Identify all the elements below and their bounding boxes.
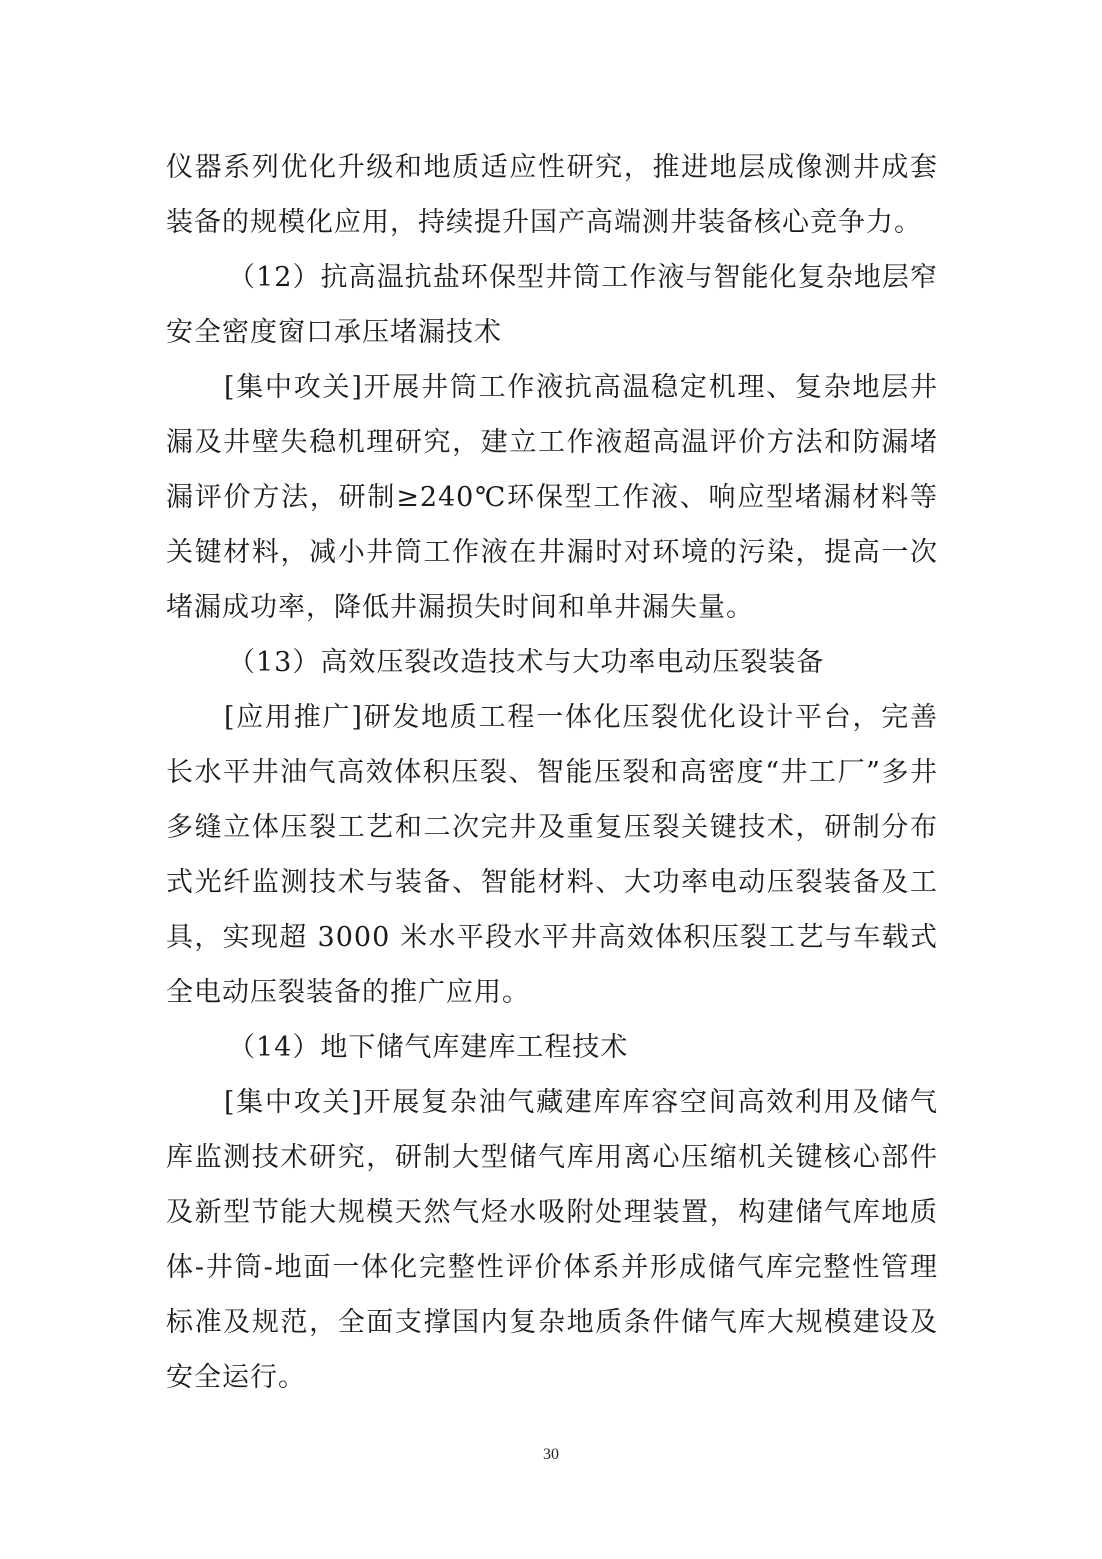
paragraph-13: [应用推广]研发地质工程一体化压裂优化设计平台，完善长水平井油气高效体积压裂、智能压裂和高密度“井工厂”多井多缝立体压裂工艺和二次完井及重复压裂关键技术，研制分布式光纤监测技术与装备、智能材料、大功率电动压裂装备及工具，实现超 3000 米水平段水平井高效体积压裂工艺与车载式全电动压裂装备的推广应用。 — [166, 702, 938, 1008]
paragraph-14: [集中攻关]开展复杂油气藏建库库容空间高效利用及储气库监测技术研究，研制大型储气库用离心压缩机关键核心部件及新型节能大规模天然气烃水吸附处理装置，构建储气库地质体-井筒-地面一体化完整性评价体系并形成储气库完整性管理标准及规范，全面支撑国内复杂地质条件储气库大规模建设及安全运行。 — [166, 1087, 938, 1393]
section-heading-14: （14）地下储气库建库工程技术 — [228, 1032, 629, 1063]
document-body — [166, 140, 938, 1405]
section-heading-12: （12）抗高温抗盐环保型井筒工作液与智能化复杂地层窄安全密度窗口承压堵漏技术 — [166, 262, 938, 348]
page-number: 30 — [543, 1446, 559, 1463]
section-heading-13: （13）高效压裂改造技术与大功率电动压裂装备 — [228, 647, 825, 678]
continuation-paragraph: 仪器系列优化升级和地质适应性研究，推进地层成像测井成套装备的规模化应用，持续提升国产高端测井装备核心竞争力。 — [166, 152, 938, 238]
paragraph-12: [集中攻关]开展井筒工作液抗高温稳定机理、复杂地层井漏及井壁失稳机理研究，建立工作液超高温评价方法和防漏堵漏评价方法，研制≥240℃环保型工作液、响应型堵漏材料等关键材料，减小井筒工作液在井漏时对环境的污染，提高一次堵漏成功率，降低井漏损失时间和单井漏失量。 — [166, 372, 938, 623]
